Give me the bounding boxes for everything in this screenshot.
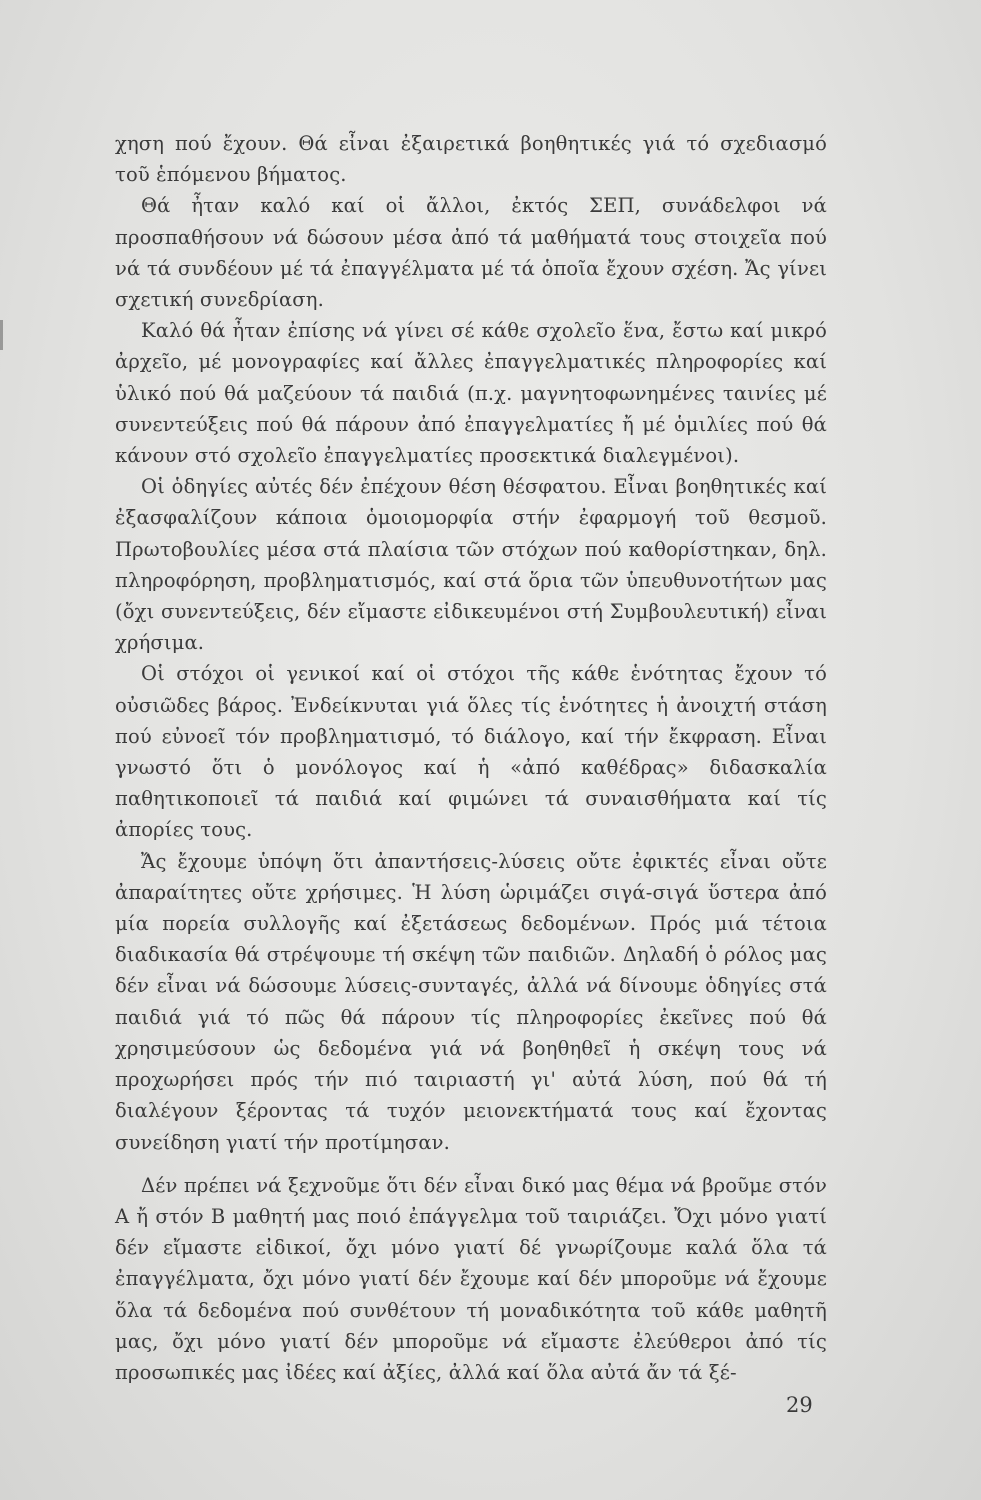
body-text xyxy=(115,128,827,1388)
paragraph: Ἄς ἔχουμε ὑπόψη ὅτι ἀπαντήσεις-λύσεις οὔτε ἐφικτές εἶναι οὔτε ἀπαραίτητες οὔτε χρήσιμες. Ἡ λύση ὡριμάζει σιγά-σιγά ὕστερα ἀπό μία πορεία συλλογῆς καί ἐξετάσεως δεδομένων. Πρός μιά τέτοια διαδικασία θά στρέψουμε τή σκέψη τῶν παιδιῶν. Δηλαδή ὁ ρόλος μας δέν εἶναι νά δώσουμε λύσεις-συνταγές, ἀλλά νά δίνουμε ὁδηγίες στά παιδιά γιά τό πῶς θά πάρουν τίς πληροφορίες ἐκεῖνες πού θά χρησιμεύσουν ὡς δεδομένα γιά νά βοηθηθεῖ ἡ σκέψη τους νά προχωρήσει πρός τήν πιό ταιριαστή γι' αὐτά λύση, πού θά τή διαλέγουν ξέροντας τά τυχόν μειονεκτήματά τους καί ἔχοντας συνείδηση γιατί τήν προτίμησαν. xyxy=(115,849,827,1154)
paragraph: Καλό θά ἦταν ἐπίσης νά γίνει σέ κάθε σχολεῖο ἕνα, ἔστω καί μικρό ἀρχεῖο, μέ μονογραφίες καί ἄλλες ἐπαγγελματικές πληροφορίες καί ὑλικό πού θά μαζεύουν τά παιδιά (π.χ. μαγνητοφωνημένες ταινίες μέ συνεντεύξεις πού θά πάρουν ἀπό ἐπαγγελματίες ἤ μέ ὁμιλίες πού θά κάνουν στό σχολεῖο ἐπαγγελματίες προσεκτικά διαλεγμένοι). xyxy=(115,319,827,468)
binding-shadow xyxy=(0,320,3,350)
page-number: 29 xyxy=(786,1393,813,1417)
paragraph: Θά ἦταν καλό καί οἱ ἄλλοι, ἐκτός ΣΕΠ, συνάδελφοι νά προσπαθήσουν νά δώσουν μέσα ἀπό τά μαθήματά τους στοιχεῖα πού νά τά συνδέουν μέ τά ἐπαγγέλματα μέ τά ὁποῖα ἔχουν σχέση. Ἄς γίνει σχετική συνεδρίαση. xyxy=(115,194,827,312)
paragraph: Δέν πρέπει νά ξεχνοῦμε ὅτι δέν εἶναι δικό μας θέμα νά βροῦμε στόν Α ἤ στόν Β μαθητή μας ποιό ἐπάγγελμα τοῦ ταιριάζει. Ὄχι μόνο γιατί δέν εἴμαστε εἰδικοί, ὄχι μόνο γιατί δέ γνωρίζουμε καλά ὅλα τά ἐπαγγέλματα, ὄχι μόνο γιατί δέν ἔχουμε καί δέν μποροῦμε νά ἔχουμε ὅλα τά δεδομένα πού συνθέτουν τή μοναδικότητα τοῦ κάθε μαθητῆ μας, ὄχι μόνο γιατί δέν μποροῦμε νά εἴμαστε ἐλεύθεροι ἀπό τίς προσωπικές μας ἰδέες καί ἀξίες, ἀλλά καί ὅλα αὐτά ἄν τά ξέ- xyxy=(115,1173,827,1384)
paragraph-continuation: χηση πού ἔχουν. Θά εἶναι ἐξαιρετικά βοηθητικές γιά τό σχεδιασμό τοῦ ἑπόμενου βήματος. xyxy=(115,132,827,187)
paragraph: Οἱ ὁδηγίες αὐτές δέν ἐπέχουν θέση θέσφατου. Εἶναι βοηθητικές καί ἐξασφαλίζουν κάποια ὁμοιομορφία στήν ἐφαρμογή τοῦ θεσμοῦ. Πρωτοβουλίες μέσα στά πλαίσια τῶν στόχων πού καθορίστηκαν, δηλ. πληροφόρηση, προβληματισμός, καί στά ὅρια τῶν ὑπευθυνοτήτων μας (ὄχι συνεντεύξεις, δέν εἴμαστε εἰδικευμένοι στή Συμβουλευτική) εἶναι χρήσιμα. xyxy=(115,475,827,655)
paragraph: Οἱ στόχοι οἱ γενικοί καί οἱ στόχοι τῆς κάθε ἑνότητας ἔχουν τό οὐσιῶδες βάρος. Ἐνδείκνυται γιά ὅλες τίς ἑνότητες ἡ ἀνοιχτή στάση πού εὐνοεῖ τόν προβληματισμό, τό διάλογο, καί τήν ἔκφραση. Εἶναι γνωστό ὅτι ὁ μονόλογος καί ἡ «ἀπό καθέδρας» διδασκαλία παθητικοποιεῖ τά παιδιά καί φιμώνει τά συναισθήματα καί τίς ἀπορίες τους. xyxy=(115,662,827,842)
